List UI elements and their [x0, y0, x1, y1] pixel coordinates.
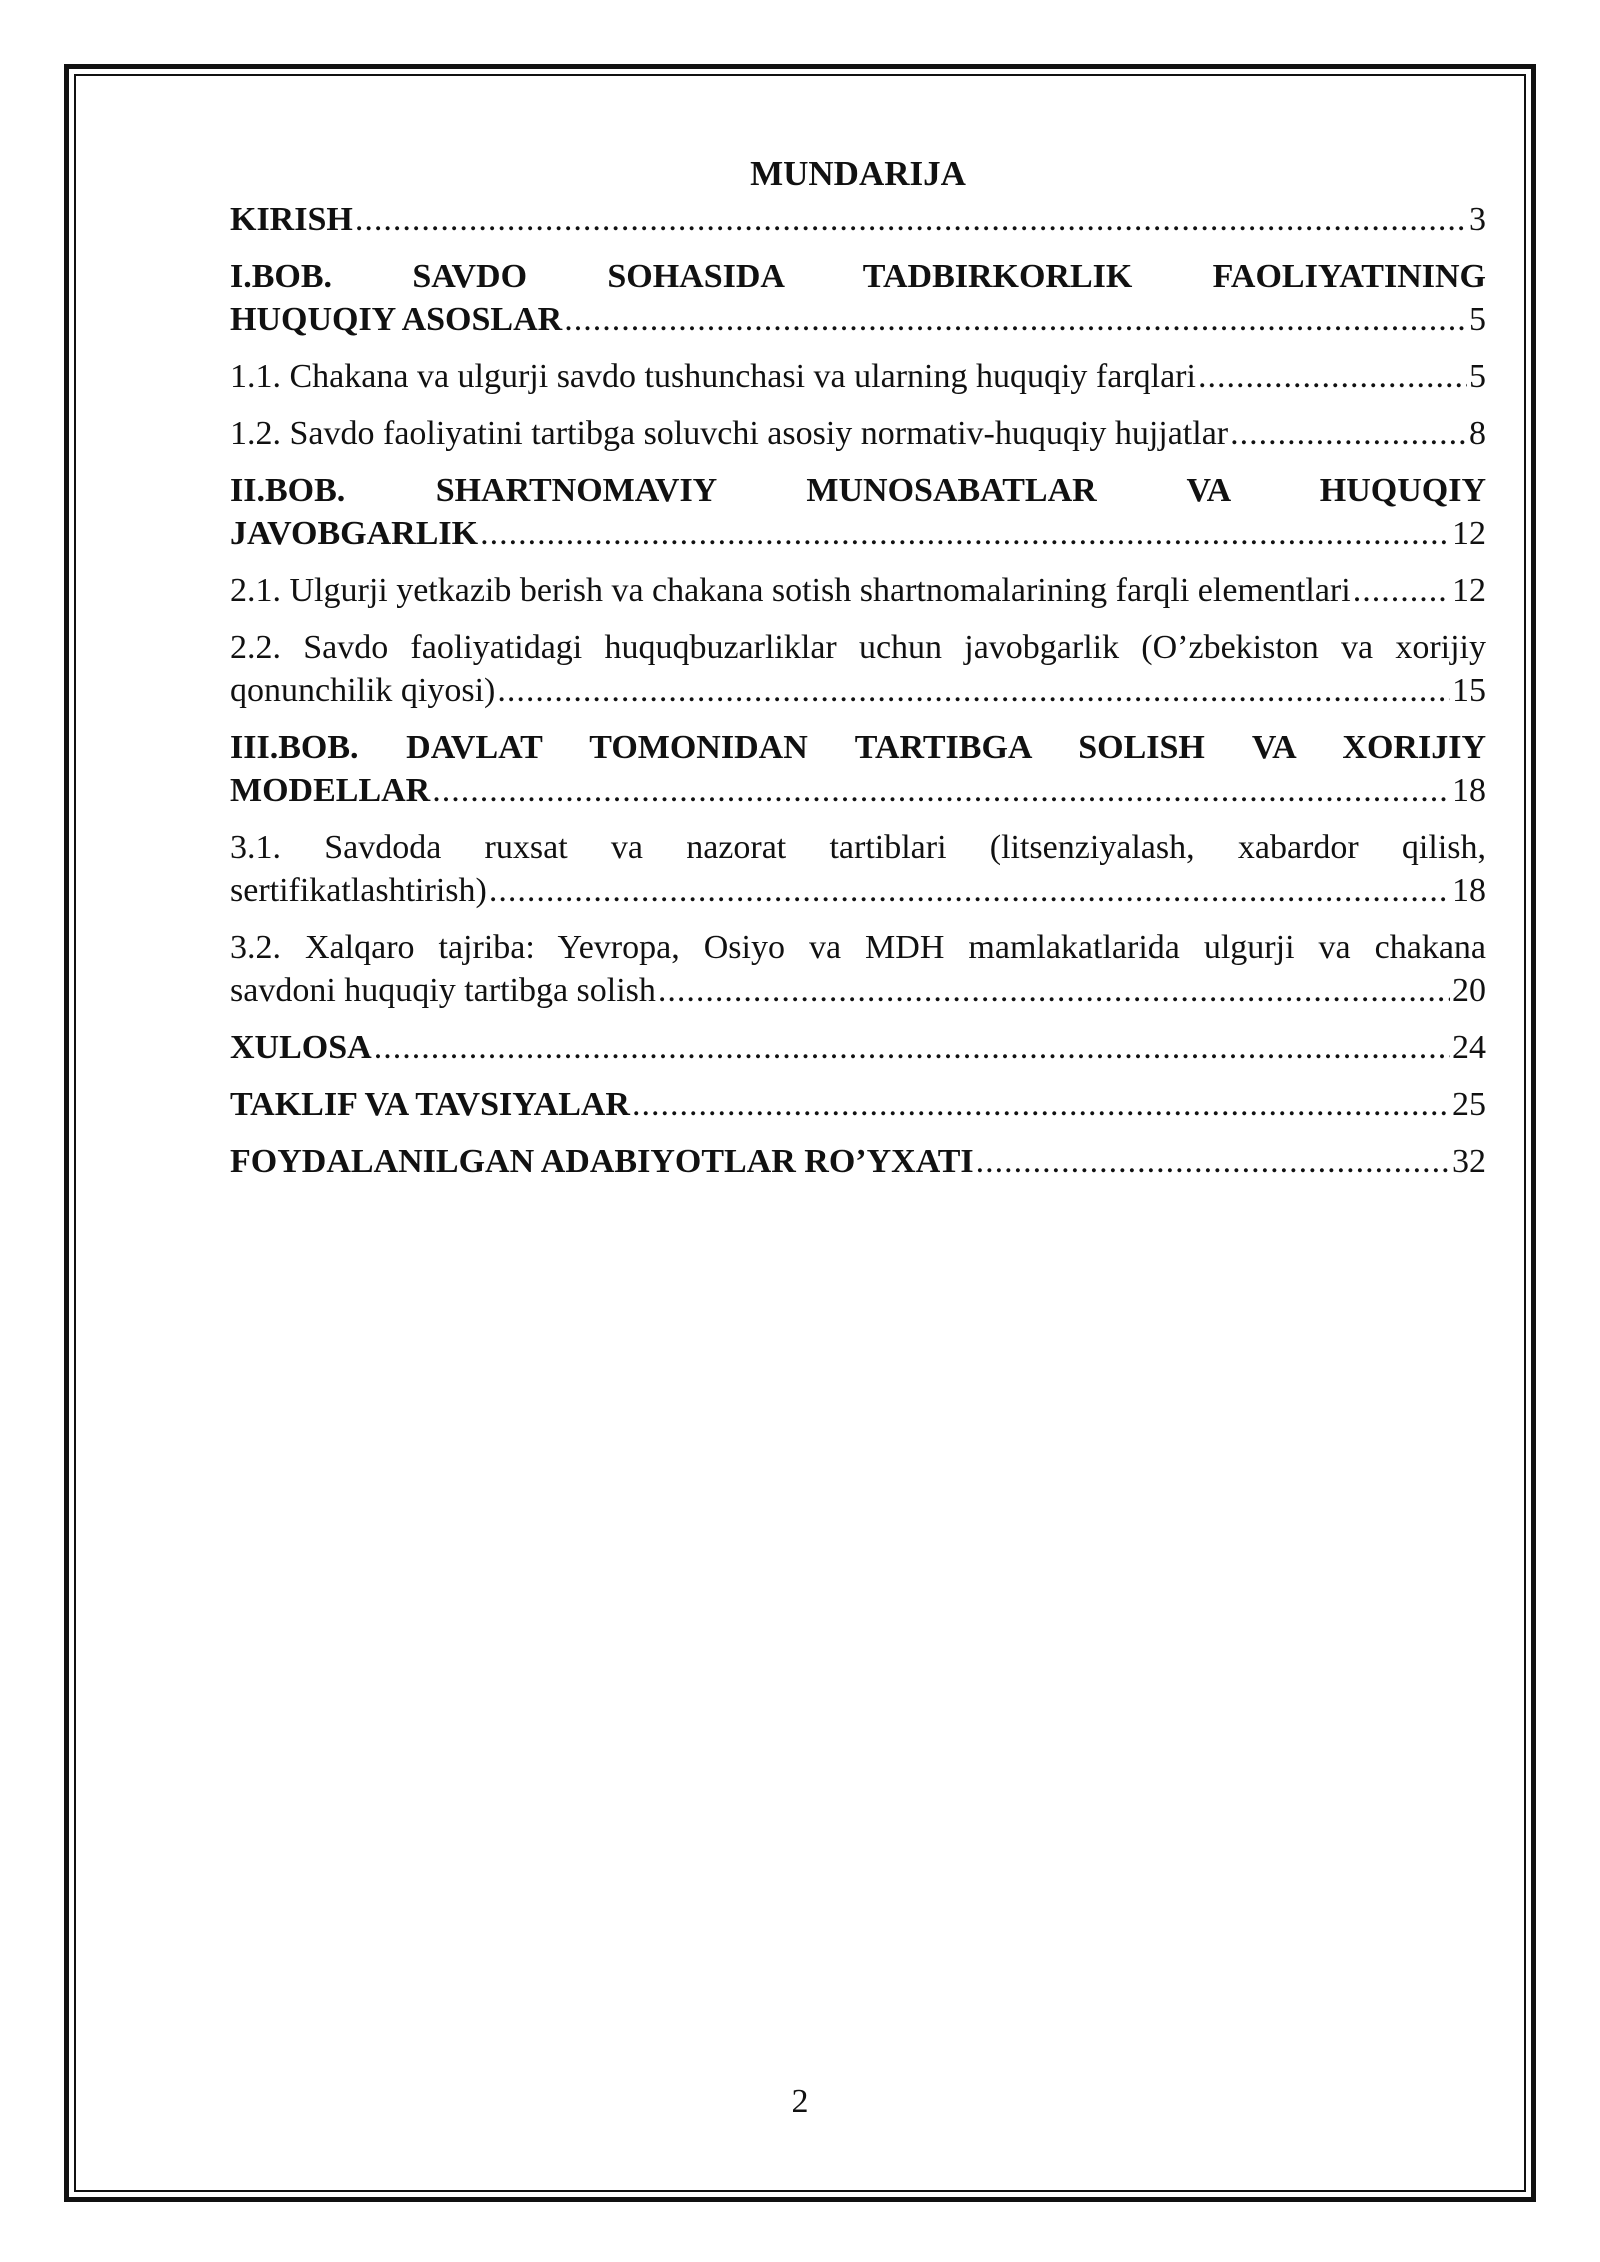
toc-title: MUNDARIJA — [750, 154, 966, 193]
toc-leader-dots — [374, 1026, 1450, 1069]
toc-leader-dots — [1230, 412, 1467, 455]
toc-entry[interactable] — [230, 726, 1486, 812]
toc-entry[interactable] — [230, 469, 1486, 555]
toc-entry-text: 3.2. Xalqaro tajriba: Yevropa, Osiyo va MDH mamlakatlarida ulgurji va chakana — [230, 929, 1486, 966]
page-number: 2 — [791, 2083, 809, 2120]
table-of-contents — [230, 150, 1486, 1183]
toc-entry-text: FOYDALANILGAN ADABIYOTLAR RO’YXATI — [230, 1143, 974, 1180]
toc-entry-text: savdoni huquqiy tartibga solish — [230, 972, 656, 1009]
toc-entry-text: 2.1. Ulgurji yetkazib berish va chakana sotish shartnomalarining farqli elementlari — [230, 572, 1351, 609]
toc-page-number: 12 — [1452, 515, 1486, 552]
toc-entry-text: qonunchilik qiyosi) — [230, 672, 496, 709]
toc-entry[interactable] — [230, 198, 1486, 241]
toc-entry-text: MODELLAR — [230, 772, 431, 809]
toc-entry-text: 1.2. Savdo faoliyatini tartibga soluvchi asosiy normativ-huquqiy hujjatlar — [230, 415, 1229, 452]
toc-page-number: 5 — [1469, 358, 1486, 395]
toc-page-number: 18 — [1452, 872, 1486, 909]
toc-leader-dots — [1198, 355, 1467, 398]
toc-entry[interactable] — [230, 255, 1486, 341]
toc-leader-dots — [432, 769, 1450, 812]
toc-page-number: 32 — [1452, 1143, 1486, 1180]
toc-leader-dots — [658, 969, 1450, 1012]
toc-entry[interactable] — [230, 1140, 1486, 1183]
toc-page-number: 15 — [1452, 672, 1486, 709]
toc-page-number: 18 — [1452, 772, 1486, 809]
toc-entry-text: sertifikatlashtirish) — [230, 872, 487, 909]
toc-entry-text: KIRISH — [230, 201, 353, 238]
toc-leader-dots — [355, 198, 1467, 241]
toc-leader-dots — [632, 1083, 1450, 1126]
toc-page-number: 5 — [1469, 301, 1486, 338]
toc-leader-dots — [564, 298, 1467, 341]
toc-leader-dots — [497, 669, 1450, 712]
toc-entry-text: JAVOBGARLIK — [230, 515, 479, 552]
toc-page-number: 25 — [1452, 1086, 1486, 1123]
toc-entry[interactable] — [230, 926, 1486, 1012]
toc-entry-text: III.BOB. DAVLAT TOMONIDAN TARTIBGA SOLISH VA XORIJIY — [230, 729, 1486, 766]
toc-entry[interactable] — [230, 1026, 1486, 1069]
toc-leader-dots — [480, 512, 1450, 555]
toc-entry-text: 2.2. Savdo faoliyatidagi huquqbuzarliklar uchun javobgarlik (O’zbekiston va xorijiy — [230, 629, 1486, 666]
toc-entry-text: I.BOB. SAVDO SOHASIDA TADBIRKORLIK FAOLIYATINING — [230, 258, 1486, 295]
toc-entry[interactable] — [230, 412, 1486, 455]
toc-entry-text: XULOSA — [230, 1029, 372, 1066]
toc-list — [230, 198, 1486, 1183]
toc-entry[interactable] — [230, 1083, 1486, 1126]
toc-entry-text: TAKLIF VA TAVSIYALAR — [230, 1086, 630, 1123]
toc-page-number: 24 — [1452, 1029, 1486, 1066]
toc-page-number: 8 — [1469, 415, 1486, 452]
toc-leader-dots — [489, 869, 1450, 912]
toc-page-number: 20 — [1452, 972, 1486, 1009]
toc-entry-text: 3.1. Savdoda ruxsat va nazorat tartiblari (litsenziyalash, xabardor qilish, — [230, 829, 1486, 866]
toc-entry[interactable] — [230, 626, 1486, 712]
toc-page-number: 3 — [1469, 201, 1486, 238]
toc-entry-text: HUQUQIY ASOSLAR — [230, 301, 563, 338]
toc-entry-text: 1.1. Chakana va ulgurji savdo tushunchasi va ularning huquqiy farqlari — [230, 358, 1196, 395]
toc-leader-dots — [1353, 569, 1450, 612]
toc-page-number: 12 — [1452, 572, 1486, 609]
toc-entry[interactable] — [230, 569, 1486, 612]
toc-entry-text: II.BOB. SHARTNOMAVIY MUNOSABATLAR VA HUQUQIY — [230, 472, 1486, 509]
toc-leader-dots — [976, 1140, 1450, 1183]
toc-entry[interactable] — [230, 826, 1486, 912]
toc-entry[interactable] — [230, 355, 1486, 398]
